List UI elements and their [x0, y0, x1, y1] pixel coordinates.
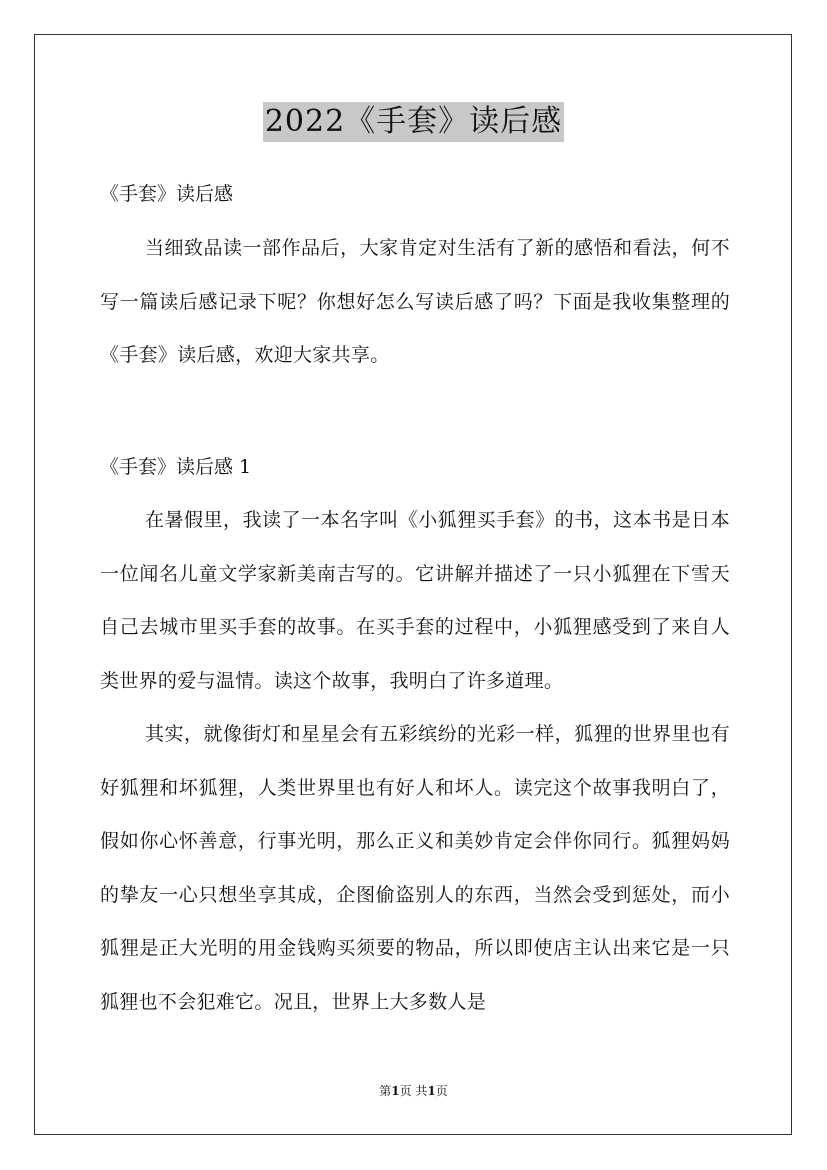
- footer-page-number: 1: [391, 1084, 400, 1098]
- footer-total-pages: 1: [427, 1084, 436, 1098]
- intro-paragraph-block: [100, 222, 730, 383]
- intro-paragraph: 当细致品读一部作品后，大家肯定对生活有了新的感悟和看法，何不写一篇读后感记录下呢？你想好怎么写读后感了吗？下面是我收集整理的《手套》读后感，欢迎大家共享。: [100, 237, 730, 366]
- page-footer: [0, 1083, 827, 1099]
- title-container: [0, 102, 827, 142]
- section1-heading: 《手套》读后感 1: [100, 456, 252, 478]
- section1-paragraph-1: 在暑假里，我读了一本名字叫《小狐狸买手套》的书，这本书是日本一位闻名儿童文学家新美南吉写的。它讲解并描述了一只小狐狸在下雪天自己去城市里买手套的故事。在买手套的过程中，小狐狸感受到了来自人类世界的爱与温情。读这个故事，我明白了许多道理。: [100, 509, 730, 692]
- footer-prefix: 第: [379, 1084, 392, 1098]
- section1-heading-block: [100, 455, 730, 479]
- footer-suffix: 页: [435, 1084, 448, 1098]
- document-title: 2022《手套》读后感: [263, 102, 564, 142]
- section1-body: [100, 494, 730, 1029]
- footer-mid: 页 共: [399, 1084, 428, 1098]
- intro-heading-block: [100, 182, 730, 206]
- section1-paragraph-2: 其实，就像街灯和星星会有五彩缤纷的光彩一样，狐狸的世界里也有好狐狸和坏狐狸，人类世界里也有好人和坏人。读完这个故事我明白了，假如你心怀善意，行事光明，那么正义和美妙肯定会伴你同行。狐狸妈妈的挚友一心只想坐享其成，企图偷盗别人的东西，当然会受到惩处，而小狐狸是正大光明的用金钱购买须要的物品，所以即使店主认出来它是一只狐狸也不会犯难它。况且，世界上大多数人是: [100, 723, 730, 1013]
- intro-heading: 《手套》读后感: [100, 183, 234, 205]
